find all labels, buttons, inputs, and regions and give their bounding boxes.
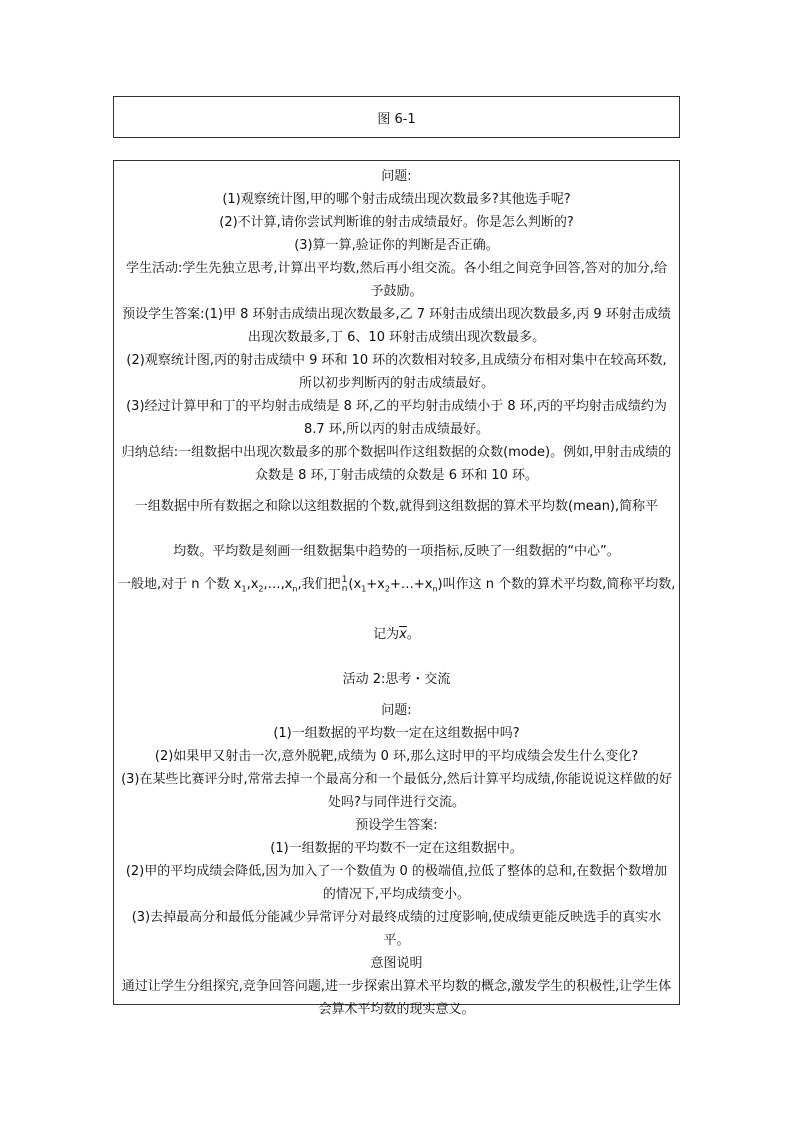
mean-definition-line-1: 一组数据中所有数据之和除以这组数据的个数,就得到这组数据的算术平均数(mean),简称平 bbox=[134, 499, 659, 514]
student-activity: 学生活动:学生先独立思考,计算出平均数,然后再小组交流。各小组之间竞争回答,答对的加分,给予鼓励。 bbox=[126, 261, 667, 299]
intent-text: 通过让学生分组探究,竞争回答问题,进一步探索出算术平均数的概念,激发学生的积极性,让学生体会算术平均数的现实意义。 bbox=[121, 978, 672, 1017]
figure-caption-box bbox=[113, 96, 680, 138]
question-heading: 问题: bbox=[381, 169, 412, 184]
activity-2-title: 活动 2:思考・交流 bbox=[342, 671, 451, 687]
intent-heading: 意图说明 bbox=[370, 955, 423, 971]
preset-answer-1: 预设学生答案:(1)甲 8 环射击成绩出现次数最多,乙 7 环射击成绩出现次数最多,丙 9 环射击成绩出现次数最多,丁 6、10 环射击成绩出现次数最多。 bbox=[122, 307, 671, 345]
question-heading-2: 问题: bbox=[381, 702, 412, 718]
preset-answer-2: (2)观察统计图,丙的射击成绩中 9 环和 10 环的次数相对较多,且成绩分布相对集中在较高环数,所以初步判断丙的射击成绩最好。 bbox=[126, 353, 667, 391]
question-1: (1)观察统计图,甲的哪个射击成绩出现次数最多?其他选手呢? bbox=[222, 192, 571, 207]
mean-notation-line: 记为$\overline{x}$。 bbox=[373, 626, 420, 642]
question-2: (2)不计算,请你尝试判断谁的射击成绩最好。你是怎么判断的? bbox=[219, 215, 574, 230]
lesson-content-box bbox=[113, 160, 680, 1017]
x-bar-symbol: $\overline{x}$ bbox=[399, 626, 407, 642]
preset-answer-3: (3)经过计算甲和丁的平均射击成绩是 8 环,乙的平均射击成绩小于 8 环,丙的平均射击成绩约为 8.7 环,所以丙的射击成绩最好。 bbox=[126, 399, 667, 437]
question-3: (3)算一算,验证你的判断是否正确。 bbox=[294, 238, 499, 253]
question-2-2: (2)如果甲又射击一次,意外脱靶,成绩为 0 环,那么这时甲的平均成绩会发生什么变化? bbox=[154, 748, 639, 764]
summary: 归纳总结:一组数据中出现次数最多的那个数据叫作这组数据的众数(mode)。例如,甲射击成绩的众数是 8 环,丁射击成绩的众数是 6 环和 10 环。 bbox=[121, 445, 672, 483]
fraction-one-over-n: 1 n bbox=[341, 574, 348, 594]
answer-2: (2)甲的平均成绩会降低,因为加入了一个数值为 0 的极端值,拉低了整体的总和,在数据个数增加的情况下,平均成绩变小。 bbox=[125, 863, 668, 902]
answer-1: (1)一组数据的平均数不一定在这组数据中。 bbox=[270, 840, 523, 856]
mean-definition-line-2: 均数。平均数是刻画一组数据集中趋势的一项指标,反映了一组数据的“中心”。 bbox=[173, 544, 620, 559]
mean-formula-line: 一般地,对于 n 个数 $x_1,x_2,\dots,x_n$,我们把 1 n $(x_1+x_2+\dots+x_n)$叫作这 n 个数的算术平均数,简称平均数, bbox=[118, 574, 676, 594]
answer-3: (3)去掉最高分和最低分能减少异常评分对最终成绩的过度影响,使成绩更能反映选手的真实水平。 bbox=[131, 909, 662, 948]
question-2-1: (1)一组数据的平均数一定在这组数据中吗? bbox=[273, 725, 520, 741]
figure-caption: 图 6-1 bbox=[377, 111, 416, 127]
answer-heading: 预设学生答案: bbox=[355, 817, 438, 833]
question-2-3: (3)在某些比赛评分时,常常去掉一个最高分和一个最低分,然后计算平均成绩,你能说说这样做的好处吗?与同伴进行交流。 bbox=[121, 771, 672, 810]
